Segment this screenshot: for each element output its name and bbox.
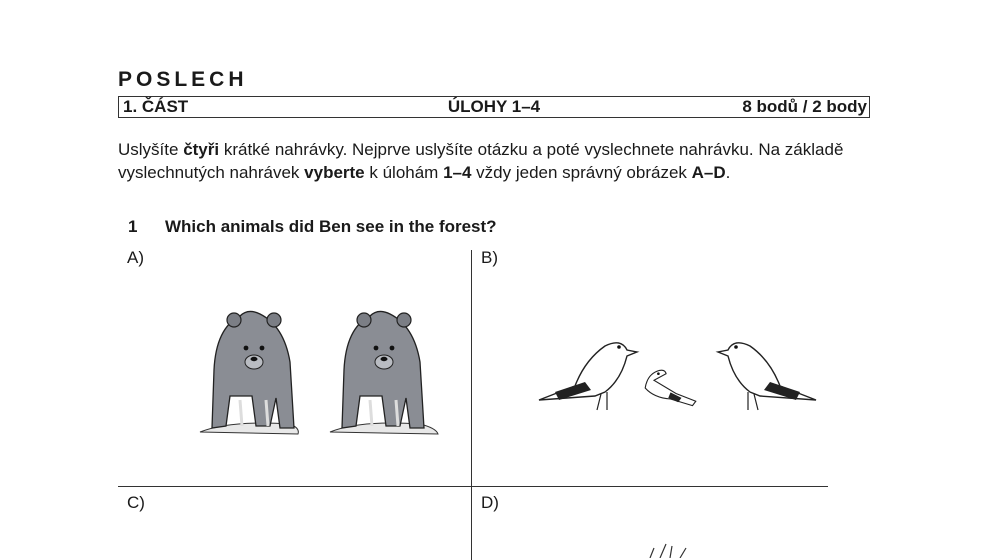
question-1: [128, 217, 497, 237]
part-name: 1. ČÁST: [123, 97, 189, 116]
option-c-label: C): [127, 493, 145, 512]
instructions-text: krátké nahrávky. Nejprve uslyšíte otázku a poté vyslechnete nahrávku. Na základě vyslechnutých nahrávek: [118, 140, 844, 182]
question-number: 1: [128, 217, 138, 236]
bird-icon: [718, 343, 816, 410]
instructions-text: vždy jeden správný obrázek: [471, 163, 692, 182]
bird-icon: [539, 343, 637, 410]
instructions-bold: A–D: [691, 163, 726, 182]
part-header: [118, 96, 870, 118]
grid-divider-vertical: [471, 250, 472, 560]
instructions-text: .: [725, 163, 731, 182]
option-b-label: B): [481, 248, 498, 267]
birds-illustration: [535, 330, 820, 415]
bears-illustration: [190, 300, 450, 440]
bear-icon: [200, 311, 298, 434]
grid-divider-horizontal: [118, 486, 828, 487]
bear-icon: [330, 311, 438, 434]
instructions: [118, 138, 888, 184]
bird-icon: [645, 370, 696, 405]
part-points: 8 bodů / 2 body: [742, 97, 867, 116]
instructions-bold: čtyři: [183, 140, 220, 159]
option-a-label: A): [127, 248, 144, 267]
instructions-bold: 1–4: [443, 163, 472, 182]
part-tasks: ÚLOHY 1–4: [447, 97, 541, 116]
instructions-text: k úlohám: [364, 163, 444, 182]
instructions-bold: vyberte: [304, 163, 365, 182]
instructions-text: Uslyšíte: [118, 140, 184, 159]
option-d-label: D): [481, 493, 499, 512]
question-text: Which animals did Ben see in the forest?: [165, 217, 497, 236]
section-title: POSLECH: [118, 68, 248, 91]
partial-illustration: [640, 542, 710, 558]
